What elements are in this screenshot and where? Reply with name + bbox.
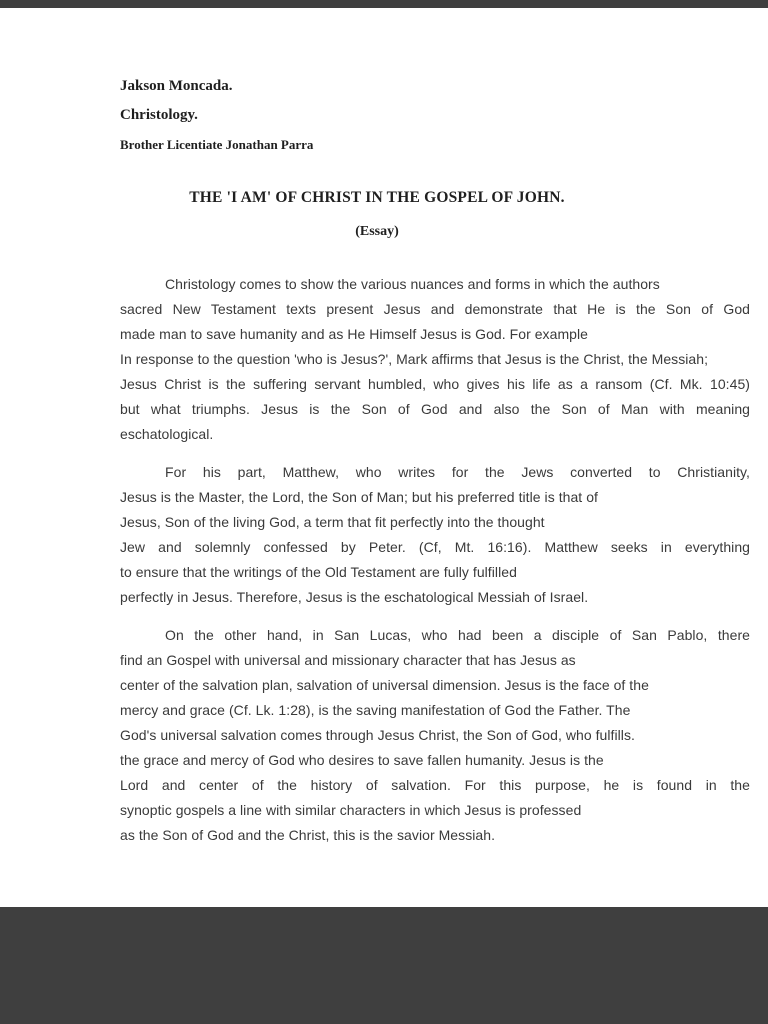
- text-line: Jew and solemnly confessed by Peter. (Cf, Mt. 16:16). Matthew seeks in everything: [120, 539, 750, 555]
- document-page: [0, 8, 768, 907]
- text-line: Jesus, Son of the living God, a term that fit perfectly into the thought: [120, 514, 545, 530]
- paragraph: [120, 460, 750, 610]
- text-line: as the Son of God and the Christ, this is the savior Messiah.: [120, 827, 496, 843]
- text-line: perfectly in Jesus. Therefore, Jesus is the eschatological Messiah of Israel.: [120, 589, 589, 605]
- course-name: Christology.: [120, 107, 198, 123]
- paragraph: [120, 623, 750, 848]
- text-line: Christology comes to show the various nuances and forms in which the authors: [165, 276, 660, 292]
- text-line: center of the salvation plan, salvation of universal dimension. Jesus is the face of the: [120, 677, 649, 693]
- title-block: [62, 189, 692, 240]
- text-line: to ensure that the writings of the Old Testament are fully fulfilled: [120, 564, 517, 580]
- text-line: made man to save humanity and as He Himself Jesus is God. For example: [120, 326, 588, 342]
- document-body: [120, 272, 750, 848]
- text-line: For his part, Matthew, who writes for the Jews converted to Christianity,: [165, 464, 750, 480]
- text-line: In response to the question 'who is Jesus?', Mark affirms that Jesus is the Christ, the Messiah;: [120, 351, 709, 367]
- paragraph: [120, 272, 750, 447]
- text-line: Lord and center of the history of salvation. For this purpose, he is found in the: [120, 777, 750, 793]
- text-line: synoptic gospels a line with similar characters in which Jesus is professed: [120, 802, 582, 818]
- text-line: but what triumphs. Jesus is the Son of God and also the Son of Man with meaning: [120, 401, 750, 417]
- document-header: [120, 78, 750, 153]
- text-line: find an Gospel with universal and missionary character that has Jesus as: [120, 652, 576, 668]
- document-subtitle: (Essay): [355, 224, 399, 239]
- text-line: mercy and grace (Cf. Lk. 1:28), is the saving manifestation of God the Father. The: [120, 702, 631, 718]
- text-line: Jesus Christ is the suffering servant humbled, who gives his life as a ransom (Cf. Mk. 10:45): [120, 376, 750, 392]
- text-line: On the other hand, in San Lucas, who had been a disciple of San Pablo, there: [165, 627, 750, 643]
- text-line: God's universal salvation comes through Jesus Christ, the Son of God, who fulfills.: [120, 727, 635, 743]
- text-line: sacred New Testament texts present Jesus and demonstrate that He is the Son of God: [120, 301, 750, 317]
- text-line: Jesus is the Master, the Lord, the Son of Man; but his preferred title is that of: [120, 489, 598, 505]
- text-line: eschatological.: [120, 426, 214, 442]
- author-name: Jakson Moncada.: [120, 78, 233, 94]
- professor-name: Brother Licentiate Jonathan Parra: [120, 137, 314, 152]
- document-title: THE 'I AM' OF CHRIST IN THE GOSPEL OF JOHN.: [189, 189, 565, 206]
- text-line: the grace and mercy of God who desires to save fallen humanity. Jesus is the: [120, 752, 604, 768]
